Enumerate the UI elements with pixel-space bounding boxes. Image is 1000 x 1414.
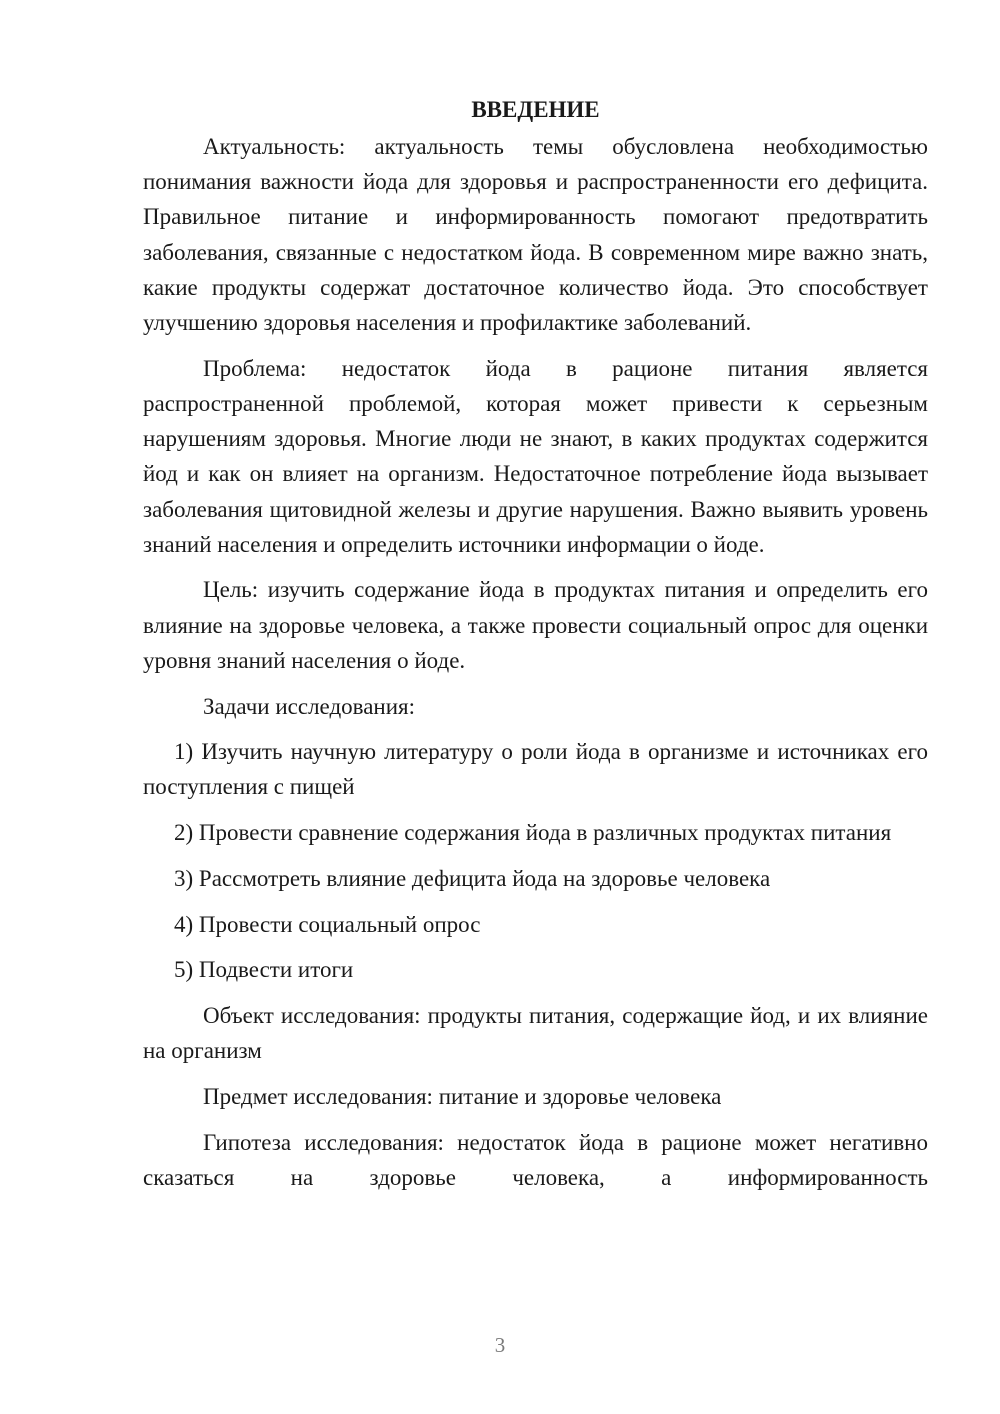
paragraph-tasks-title: Задачи исследования: — [203, 693, 416, 719]
paragraph-subject: Предмет исследования: питание и здоровье человека — [203, 1083, 722, 1109]
page-number: 3 — [494, 1333, 506, 1357]
task-item: 3) Рассмотреть влияние дефицита йода на здоровье человека — [174, 865, 771, 891]
task-item: 1) Изучить научную литературу о роли йода в организме и источниках его поступления с пищей — [143, 739, 928, 800]
paragraph-object: Объект исследования: продукты питания, содержащие йод, и их влияние на организм — [143, 1002, 928, 1064]
paragraph-goal: Цель: изучить содержание йода в продуктах питания и определить его влияние на здоровье человека, а также провести социальный опрос для оценки уровня знаний населения о йоде. — [143, 577, 928, 673]
paragraph-hypothesis: Гипотеза исследования: недостаток йода в рационе может негативно сказаться на здоровье человека, а информированность — [143, 1129, 928, 1190]
paragraph-relevance: Актуальность: актуальность темы обусловлена необходимостью понимания важности йода для здоровья и распространенности его дефицита. Правильное питание и информированность помогают предотвратить заболевания, связанные с недостатком йода. В современном мире важно знать, какие продукты содержат достаточное количество йода. Это способствует улучшению здоровья населения и профилактике заболеваний. — [143, 134, 928, 336]
task-item: 5) Подвести итоги — [174, 957, 354, 983]
section-heading: ВВЕДЕНИЕ — [471, 97, 600, 122]
document-page — [143, 92, 928, 1195]
task-item: 2) Провести сравнение содержания йода в различных продуктах питания — [174, 820, 892, 846]
paragraph-problem: Проблема: недостаток йода в рационе питания является распространенной проблемой, которая может привести к серьезным нарушениям здоровья. Многие люди не знают, в каких продуктах содержится йод и как он влияет на организм. Недостаточное потребление йода вызывает заболевания щитовидной железы и другие нарушения. Важно выявить уровень знаний населения и определить источники информации о йоде. — [143, 355, 928, 557]
task-item: 4) Провести социальный опрос — [174, 911, 481, 937]
